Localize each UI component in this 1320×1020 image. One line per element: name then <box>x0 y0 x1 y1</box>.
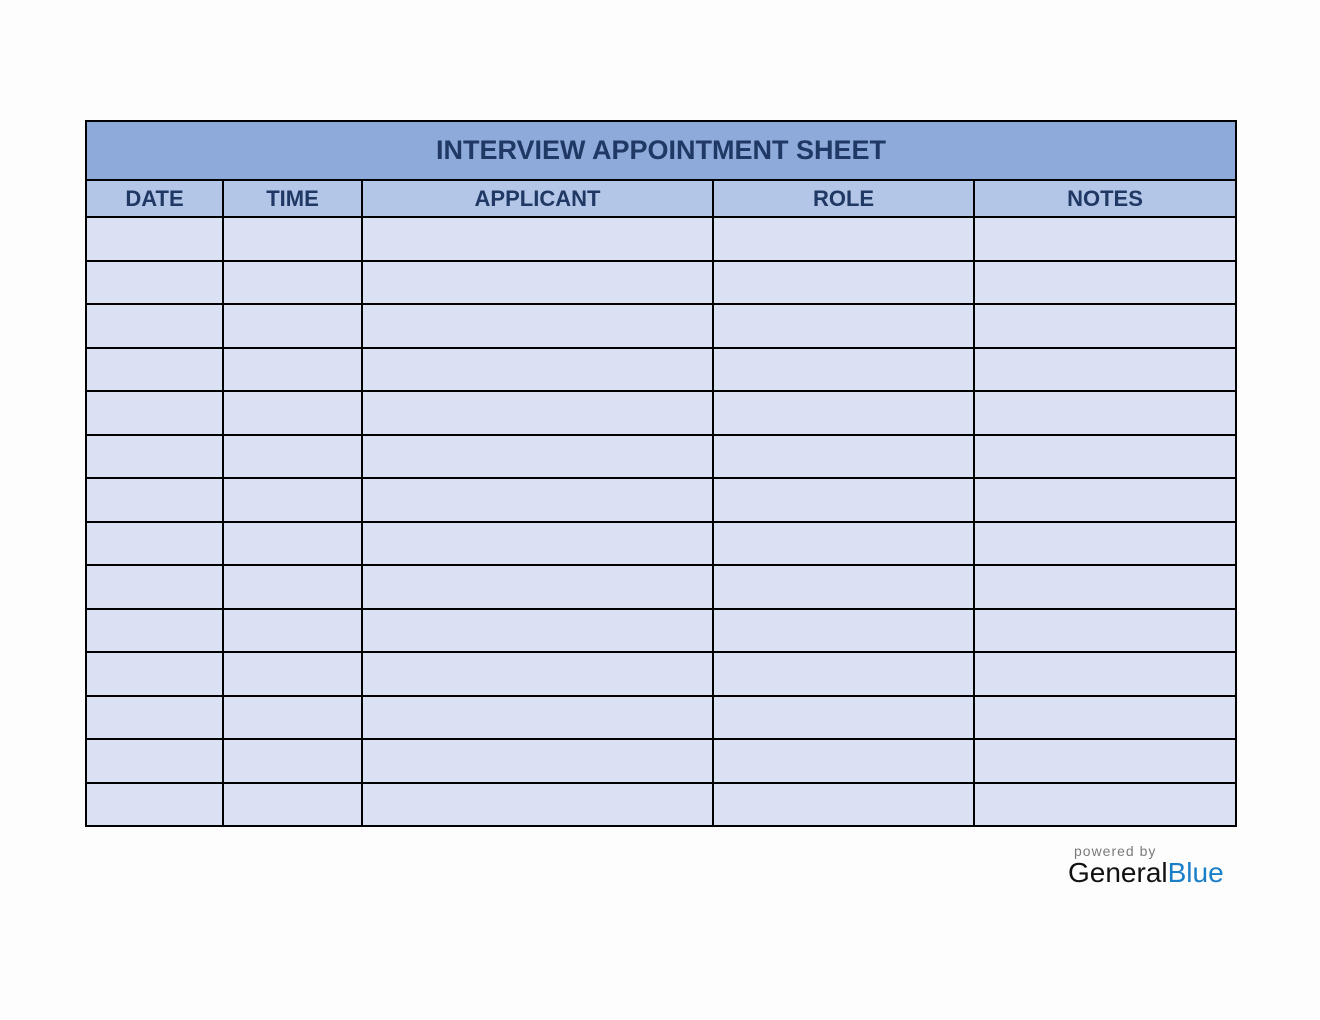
cell-role[interactable] <box>713 696 974 740</box>
cell-applicant[interactable] <box>362 783 713 827</box>
cell-time[interactable] <box>223 565 362 609</box>
cell-notes[interactable] <box>974 783 1236 827</box>
table-row <box>86 391 1236 435</box>
cell-notes[interactable] <box>974 391 1236 435</box>
cell-role[interactable] <box>713 565 974 609</box>
cell-date[interactable] <box>86 609 223 653</box>
cell-role[interactable] <box>713 478 974 522</box>
cell-time[interactable] <box>223 304 362 348</box>
table-row <box>86 652 1236 696</box>
cell-role[interactable] <box>713 348 974 392</box>
column-header-role: ROLE <box>713 180 974 217</box>
cell-role[interactable] <box>713 217 974 261</box>
powered-by-text: powered by <box>1074 843 1157 859</box>
cell-date[interactable] <box>86 261 223 305</box>
cell-role[interactable] <box>713 609 974 653</box>
cell-time[interactable] <box>223 478 362 522</box>
table-row <box>86 696 1236 740</box>
cell-role[interactable] <box>713 261 974 305</box>
table-row <box>86 435 1236 479</box>
cell-applicant[interactable] <box>362 696 713 740</box>
table-row <box>86 304 1236 348</box>
cell-date[interactable] <box>86 783 223 827</box>
cell-applicant[interactable] <box>362 391 713 435</box>
cell-time[interactable] <box>223 391 362 435</box>
cell-notes[interactable] <box>974 522 1236 566</box>
column-header-notes: NOTES <box>974 180 1236 217</box>
cell-date[interactable] <box>86 522 223 566</box>
cell-notes[interactable] <box>974 348 1236 392</box>
cell-time[interactable] <box>223 609 362 653</box>
cell-applicant[interactable] <box>362 435 713 479</box>
table-row <box>86 783 1236 827</box>
table-row <box>86 739 1236 783</box>
brand-name <box>1068 857 1234 889</box>
table-row <box>86 348 1236 392</box>
cell-time[interactable] <box>223 522 362 566</box>
sheet-title: INTERVIEW APPOINTMENT SHEET <box>86 121 1236 180</box>
table-row <box>86 478 1236 522</box>
table-row <box>86 261 1236 305</box>
powered-by-logo <box>1068 843 1234 889</box>
cell-role[interactable] <box>713 304 974 348</box>
cell-date[interactable] <box>86 391 223 435</box>
brand-name-general: General <box>1068 857 1168 888</box>
cell-applicant[interactable] <box>362 739 713 783</box>
cell-notes[interactable] <box>974 565 1236 609</box>
cell-applicant[interactable] <box>362 478 713 522</box>
cell-time[interactable] <box>223 652 362 696</box>
cell-date[interactable] <box>86 348 223 392</box>
cell-time[interactable] <box>223 783 362 827</box>
column-header-date: DATE <box>86 180 223 217</box>
cell-notes[interactable] <box>974 652 1236 696</box>
cell-date[interactable] <box>86 565 223 609</box>
cell-time[interactable] <box>223 696 362 740</box>
cell-notes[interactable] <box>974 739 1236 783</box>
cell-notes[interactable] <box>974 435 1236 479</box>
table-row <box>86 565 1236 609</box>
cell-time[interactable] <box>223 217 362 261</box>
cell-notes[interactable] <box>974 478 1236 522</box>
cell-notes[interactable] <box>974 696 1236 740</box>
column-header-applicant: APPLICANT <box>362 180 713 217</box>
cell-applicant[interactable] <box>362 217 713 261</box>
cell-notes[interactable] <box>974 261 1236 305</box>
column-header-time: TIME <box>223 180 362 217</box>
table-row <box>86 522 1236 566</box>
cell-date[interactable] <box>86 435 223 479</box>
cell-applicant[interactable] <box>362 522 713 566</box>
cell-time[interactable] <box>223 261 362 305</box>
cell-date[interactable] <box>86 739 223 783</box>
cell-notes[interactable] <box>974 304 1236 348</box>
cell-notes[interactable] <box>974 609 1236 653</box>
table-row <box>86 217 1236 261</box>
brand-name-blue: Blue <box>1167 857 1224 888</box>
cell-time[interactable] <box>223 739 362 783</box>
cell-role[interactable] <box>713 435 974 479</box>
cell-date[interactable] <box>86 696 223 740</box>
cell-date[interactable] <box>86 217 223 261</box>
cell-applicant[interactable] <box>362 565 713 609</box>
cell-role[interactable] <box>713 739 974 783</box>
cell-role[interactable] <box>713 522 974 566</box>
cell-notes[interactable] <box>974 217 1236 261</box>
cell-time[interactable] <box>223 435 362 479</box>
cell-role[interactable] <box>713 391 974 435</box>
cell-time[interactable] <box>223 348 362 392</box>
table-row <box>86 609 1236 653</box>
cell-role[interactable] <box>713 652 974 696</box>
cell-applicant[interactable] <box>362 348 713 392</box>
cell-date[interactable] <box>86 652 223 696</box>
cell-applicant[interactable] <box>362 261 713 305</box>
cell-date[interactable] <box>86 304 223 348</box>
cell-role[interactable] <box>713 783 974 827</box>
cell-applicant[interactable] <box>362 304 713 348</box>
appointment-table <box>85 120 1237 827</box>
cell-date[interactable] <box>86 478 223 522</box>
cell-applicant[interactable] <box>362 609 713 653</box>
cell-applicant[interactable] <box>362 652 713 696</box>
